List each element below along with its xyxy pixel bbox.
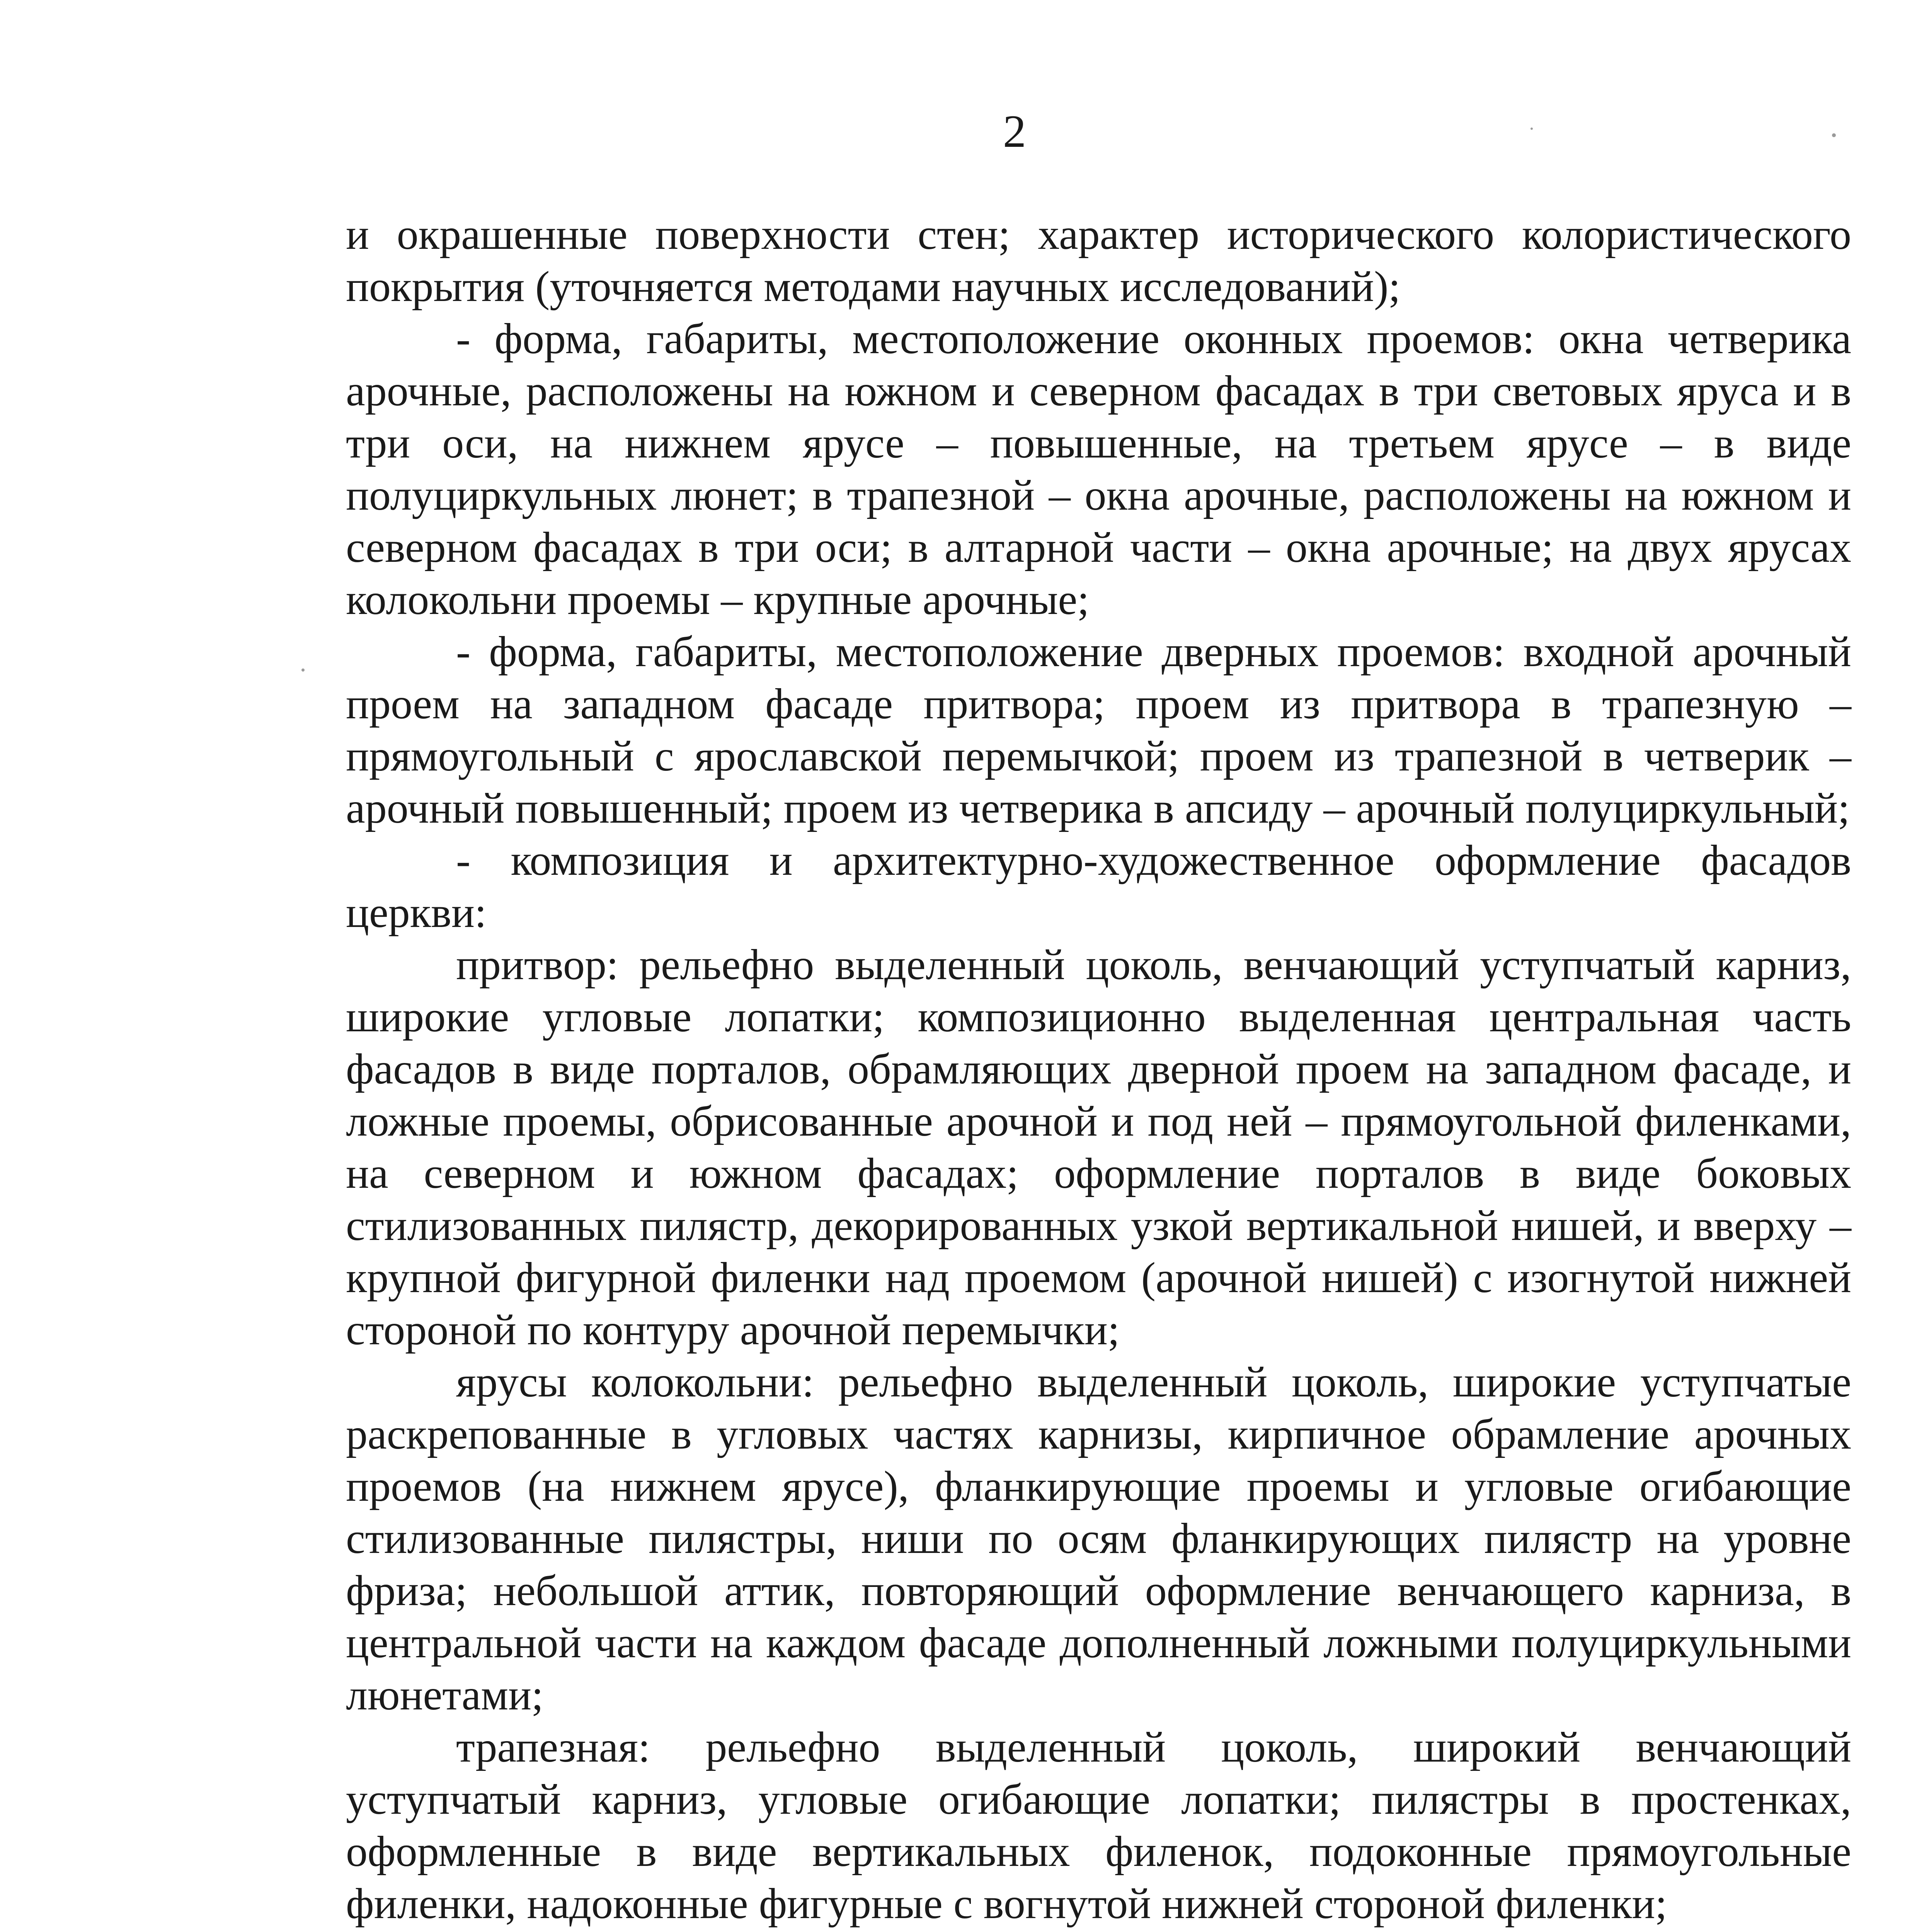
paragraph: ярусы колокольни: рельефно выделенный цоколь, широкие уступчатые раскрепованные в угловых частях карнизы, кирпичное обрамление арочных проемов (на нижнем ярусе), фланкирующие проемы и угловые огибающие стилизованные пилястры, ниши по осям фланкирующих пилястр на уровне фриза; небольшой аттик, повторяющий оформление венчающего карниза, в центральной части на каждом фасаде дополненный ложными полуциркульными люнетами;: [346, 1358, 1851, 1719]
paragraph: притвор: рельефно выделенный цоколь, венчающий уступчатый карниз, широкие угловые лопатки; композиционно выделенная центральная часть фасадов в виде порталов, обрамляющих дверной проем на западном фасаде, и ложные проемы, обрисованные арочной и под ней – прямоугольной филенками, на северном и южном фасадах; оформление порталов в виде боковых стилизованных пилястр, декорированных узкой вертикальной нишей, и вверху – крупной фигурной филенки над проемом (арочной нишей) с изогнутой нижней стороной по контуру арочной перемычки;: [346, 941, 1851, 1354]
paragraph: - форма, габариты, местоположение оконных проемов: окна четверика арочные, расположены на южном и северном фасадах в три световых яруса и в три оси, на нижнем ярусе – повышенные, на третьем ярусе – в виде полуциркульных люнет; в трапезной – окна арочные, расположены на южном и северном фасадах в три оси; в алтарной части – окна арочные; на двух ярусах колокольни проемы – крупные арочные;: [346, 315, 1851, 624]
paragraph: трапезная: рельефно выделенный цоколь, широкий венчающий уступчатый карниз, угловые огибающие лопатки; пилястры в простенках, оформленные в виде вертикальных филенок, подоконные прямоугольные филенки, надоконные фигурные с вогнутой нижней стороной филенки;: [346, 1723, 1851, 1928]
paragraph: [346, 1930, 1851, 1932]
paragraph: и окрашенные поверхности стен; характер исторического колористического покрытия (уточняется методами научных исследований);: [346, 211, 1851, 311]
paragraph: - композиция и архитектурно-художественное оформление фасадов церкви:: [346, 837, 1851, 937]
text-body: [346, 209, 1851, 1932]
scan-speck: [301, 668, 305, 672]
scan-speck: [1531, 128, 1533, 130]
paragraph: - форма, габариты, местоположение дверных проемов: входной арочный проем на западном фасаде притвора; проем из притвора в трапезную – прямоугольный с ярославской перемычкой; проем из трапезной в четверик – арочный повышенный; проем из четверика в апсиду – арочный полуциркульный;: [346, 628, 1851, 832]
page-number: 2: [1003, 105, 1026, 157]
scan-speck: [1832, 133, 1836, 137]
